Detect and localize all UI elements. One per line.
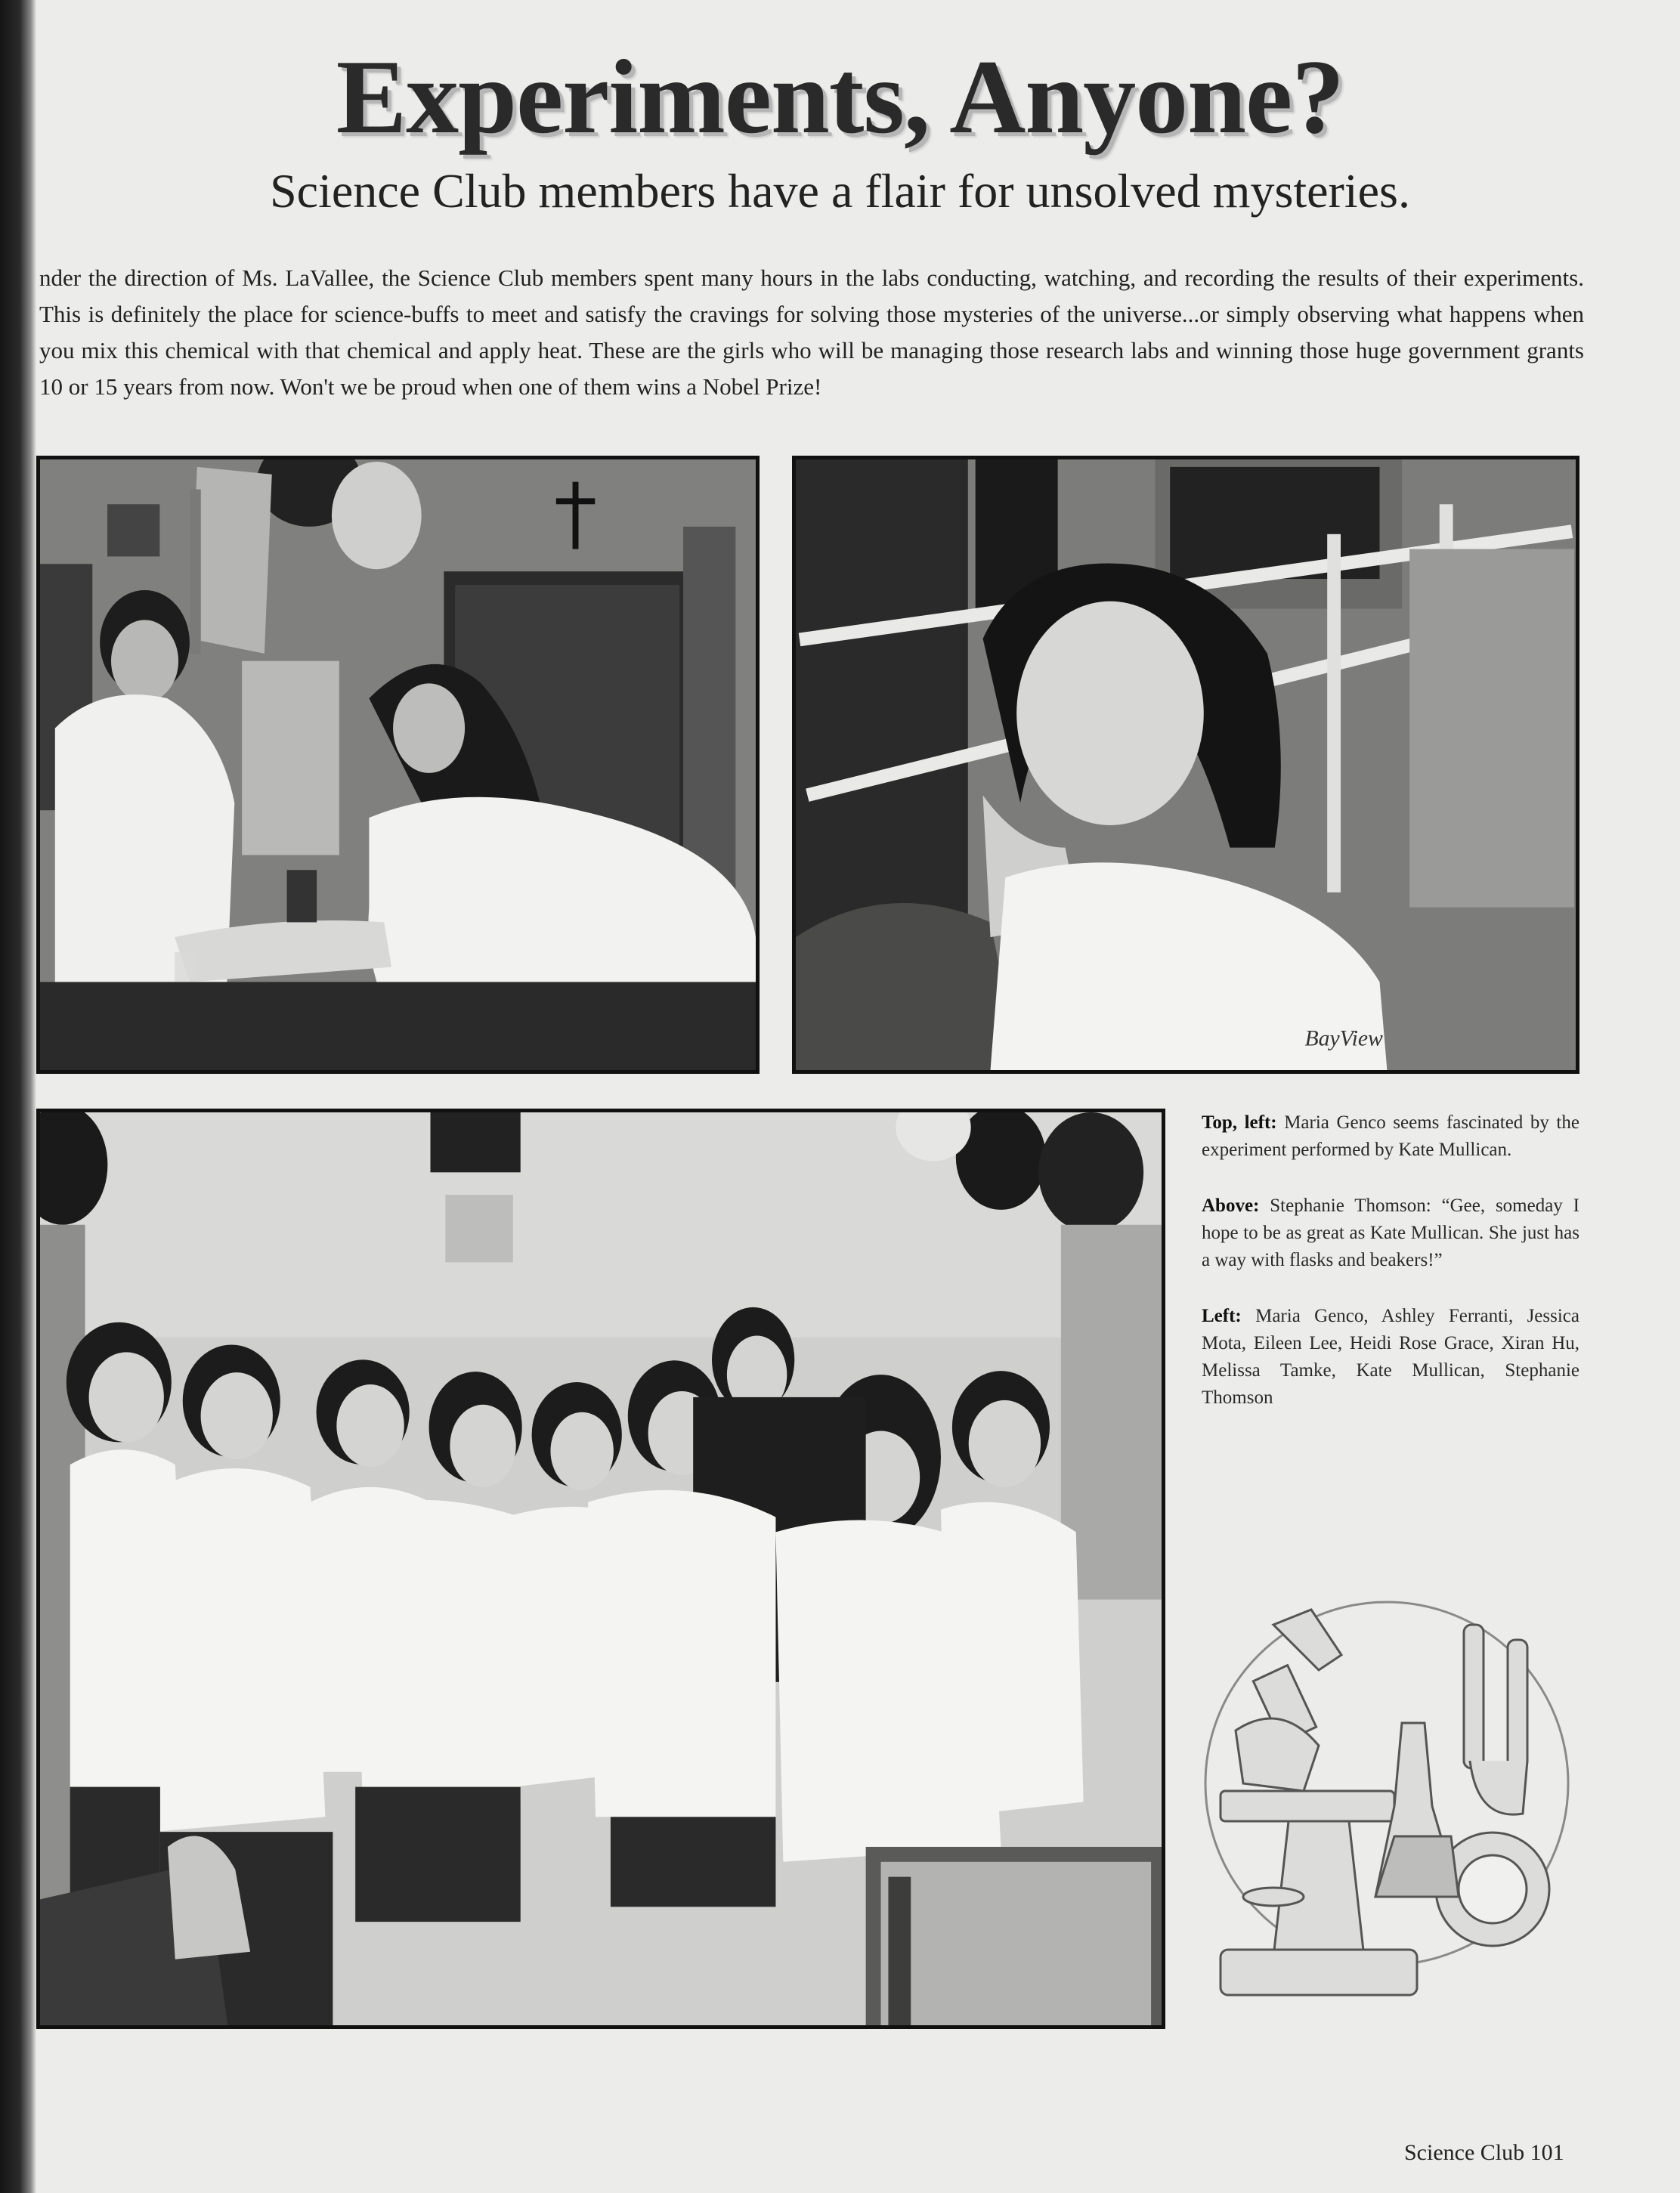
- page-folio: Science Club 101: [1404, 2140, 1564, 2165]
- page-subtitle: Science Club members have a flair for unsolved mysteries.: [270, 164, 1410, 218]
- caption-text: Stephanie Thomson: “Gee, someday I hope to be as great as Kate Mullican. She just has a way with flasks and beakers!”: [1202, 1195, 1579, 1270]
- caption-label: Above:: [1202, 1195, 1260, 1216]
- caption-left: [1202, 1303, 1579, 1412]
- intro-paragraph: nder the direction of Ms. LaVallee, the Science Club members spent many hours in the labs conducting, watching, and recording the results of their experiments. This is definitely the place for science-buffs to meet and satisfy the cravings for solving those mysteries of the universe...or simply observing what happens when you mix this chemical with that chemical and apply heat. These are the girls who will be managing those research labs and winning those huge government grants 10 or 15 years from now. Won't we be proud when one of them wins a Nobel Prize!: [39, 264, 1584, 400]
- caption-label: Top, left:: [1202, 1112, 1277, 1133]
- microscope-flask-illustration: [1190, 1594, 1583, 2018]
- page-title: Experiments, Anyone?: [336, 39, 1344, 156]
- photo-lab-experiment: [36, 456, 760, 1074]
- caption-text: Maria Genco seems fascinated by the experiment performed by Kate Mullican.: [1202, 1112, 1579, 1160]
- page-binding-shadow: [0, 0, 36, 2193]
- photo-captions: [1202, 1109, 1579, 1440]
- photo-science-club-group: [36, 1109, 1165, 2029]
- caption-above: [1202, 1192, 1579, 1274]
- caption-text: Maria Genco, Ashley Ferranti, Jessica Mota, Eileen Lee, Heidi Rose Grace, Xiran Hu, Melissa Tamke, Kate Mullican, Stephanie Thomson: [1202, 1306, 1579, 1408]
- shirt-logo-text: BayView: [1304, 1026, 1383, 1051]
- caption-top-left: [1202, 1109, 1579, 1164]
- photo-stephanie-thomson: [792, 456, 1579, 1074]
- caption-label: Left:: [1202, 1306, 1242, 1326]
